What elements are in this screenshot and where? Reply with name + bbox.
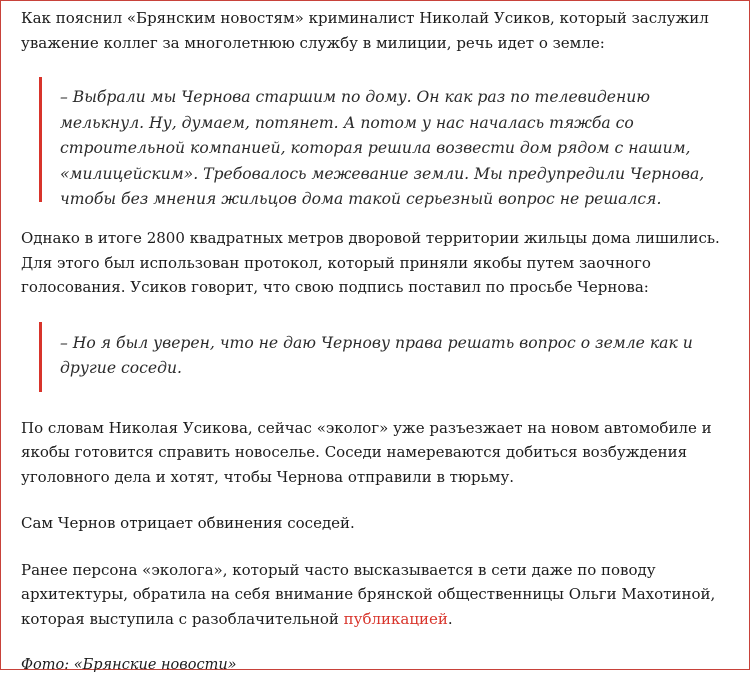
paragraph-territory: Однако в итоге 2800 квадратных метров дворовой территории жильцы дома лишились. Для этого был использован протокол, который приняли якобы путем заочного голосования. Усиков говорит, что свою подпись поставил по просьбе Чернова:	[21, 229, 720, 296]
paragraph-intro: Как пояснил «Брянским новостям» криминалист Николай Усиков, который заслужил уважение коллег за многолетнюю службу в милиции, речь идет о земле:	[21, 9, 709, 52]
blockquote-2	[39, 322, 733, 392]
quote-text: – Но я был уверен, что не даю Чернову права решать вопрос о земле как и другие соседи.	[60, 333, 693, 377]
article-body	[21, 6, 733, 678]
paragraph-denial: Сам Чернов отрицает обвинения соседей.	[21, 514, 355, 532]
blockquote-1	[39, 77, 733, 208]
photo-caption: Фото: «Брянские новости»	[21, 657, 237, 673]
quote-bar	[39, 322, 42, 392]
quote-text: – Выбрали мы Чернова старшим по дому. Он как раз по телевидению мелькнул. Ну, думаем, потянет. А потом у нас началась тяжба со строительной компанией, которая решила возвести дом рядом с нашим, «милицейским». Требовалось межевание земли. Мы предупредили Чернова, чтобы без мнения жильцов дома такой серьезный вопрос не решался.	[60, 88, 705, 208]
paragraph-earlier	[21, 558, 733, 632]
paragraph-earlier-end: .	[447, 609, 453, 628]
publication-link[interactable]: публикацией	[343, 609, 448, 628]
quote-bar	[39, 77, 42, 202]
paragraph-earlier-text: Ранее персона «эколога», который часто высказывается в сети даже по поводу архитектуры, обратила на себя внимание брянской общественницы Ольги Махотиной, которая выступила с разоблачительной	[21, 560, 716, 628]
paragraph-car: По словам Николая Усикова, сейчас «эколог» уже разъезжает на новом автомобиле и якобы готовится справить новоселье. Соседи намереваются добиться возбуждения уголовного дела и хотят, чтобы Чернова отправили в тюрьму.	[21, 418, 712, 486]
